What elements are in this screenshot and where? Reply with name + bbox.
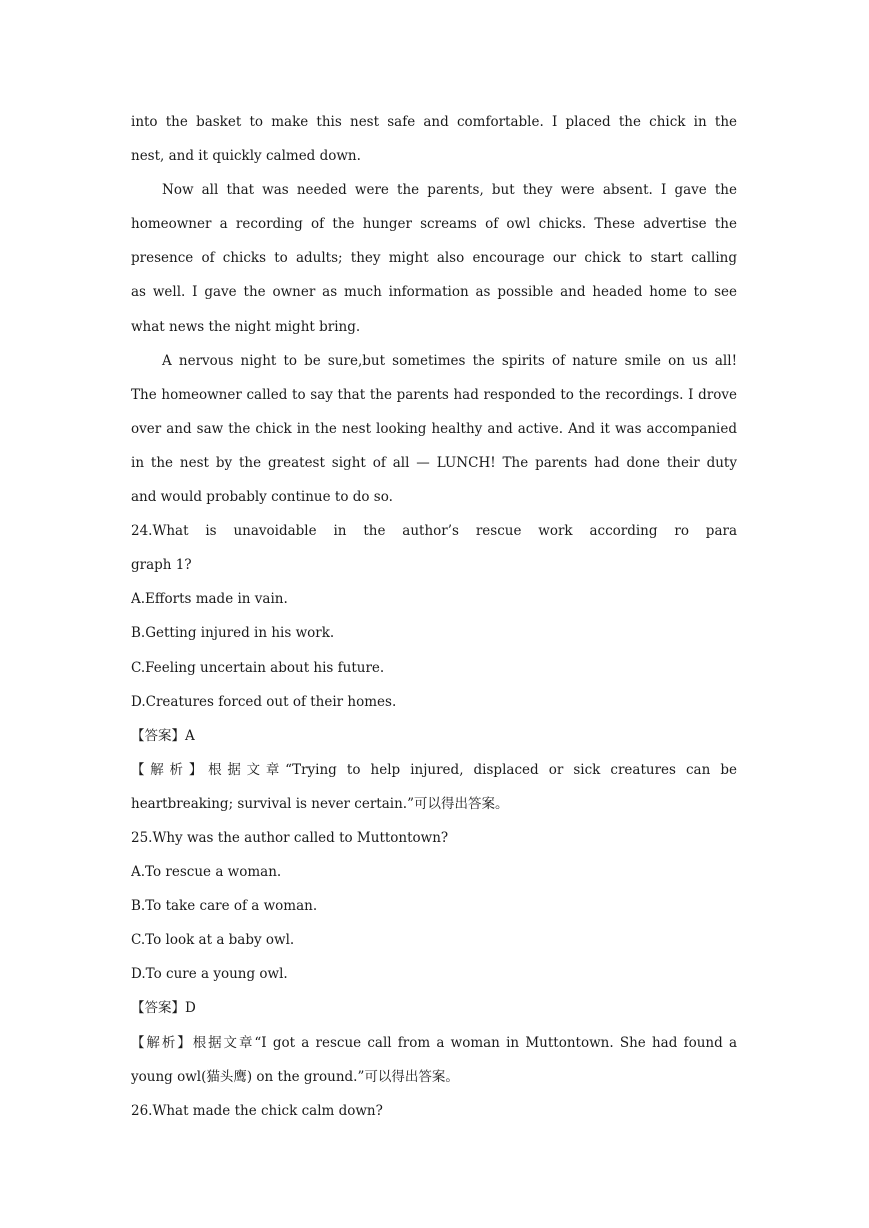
- paragraph-line: A nervous night to be sure,but sometimes the spirits of nature smile on us all!: [162, 352, 737, 369]
- question-25-analysis-continued: young owl(猫头鹰) on the ground.”可以得出答案。: [131, 1068, 459, 1085]
- question-24-analysis-continued: heartbreaking; survival is never certain.”可以得出答案。: [131, 795, 509, 812]
- question-25-analysis: 【解析】根据文章“I got a rescue call from a woman in Muttontown. She had found a: [131, 1034, 737, 1051]
- paragraph-line: over and saw the chick in the nest looking healthy and active. And it was accompanied: [131, 420, 737, 437]
- question-25-stem: 25.Why was the author called to Muttontown?: [131, 829, 449, 846]
- question-24-option-a: A.Efforts made in vain.: [131, 591, 288, 608]
- question-24-analysis: 【解析】根据文章“Trying to help injured, displaced or sick creatures can be: [131, 761, 737, 778]
- question-24-option-d: D.Creatures forced out of their homes.: [131, 693, 397, 710]
- paragraph-line: and would probably continue to do so.: [131, 489, 393, 506]
- question-25-option-d: D.To cure a young owl.: [131, 966, 288, 983]
- question-25-option-a: A.To rescue a woman.: [131, 864, 282, 881]
- question-25-answer: 【答案】D: [131, 1000, 196, 1017]
- question-25-option-c: C.To look at a baby owl.: [131, 932, 295, 949]
- paragraph-line: what news the night might bring.: [131, 318, 361, 335]
- paragraph-line: The homeowner called to say that the parents had responded to the recordings. I drove: [131, 386, 737, 403]
- paragraph-line: homeowner a recording of the hunger screams of owl chicks. These advertise the: [131, 216, 737, 233]
- question-24-stem: 24.What is unavoidable in the author’s rescue work according ro para: [131, 523, 737, 540]
- paragraph-line: Now all that was needed were the parents, but they were absent. I gave the: [162, 182, 737, 199]
- paragraph-line: into the basket to make this nest safe and comfortable. I placed the chick in the: [131, 114, 737, 130]
- question-25-option-b: B.To take care of a woman.: [131, 898, 318, 915]
- paragraph-line: nest, and it quickly calmed down.: [131, 148, 361, 165]
- question-24-answer: 【答案】A: [131, 727, 195, 744]
- paragraph-line: presence of chicks to adults; they might also encourage our chick to start calling: [131, 250, 737, 267]
- question-24-option-b: B.Getting injured in his work.: [131, 625, 335, 642]
- document-page: [131, 105, 737, 1128]
- paragraph-line: as well. I gave the owner as much information as possible and headed home to see: [131, 284, 737, 301]
- paragraph-line: in the nest by the greatest sight of all — LUNCH! The parents had done their duty: [131, 454, 737, 471]
- question-24-option-c: C.Feeling uncertain about his future.: [131, 659, 385, 676]
- question-26-stem: 26.What made the chick calm down?: [131, 1102, 383, 1119]
- question-24-stem-continued: graph 1?: [131, 557, 192, 574]
